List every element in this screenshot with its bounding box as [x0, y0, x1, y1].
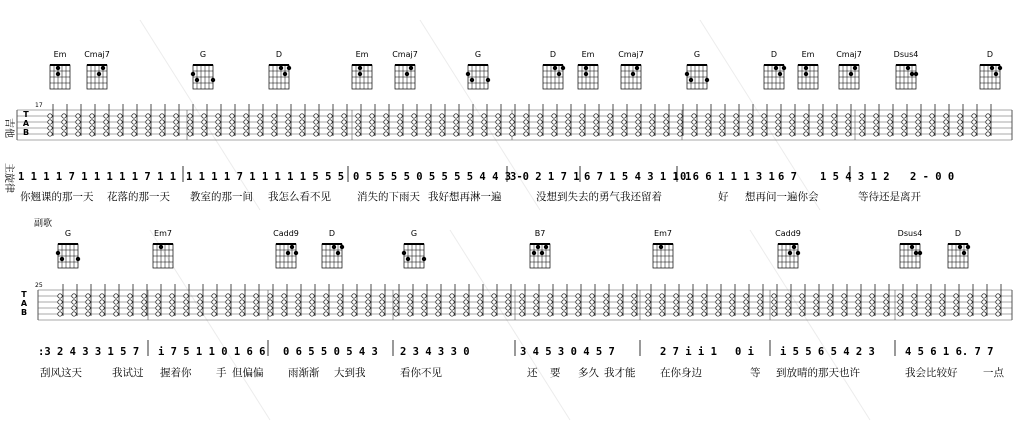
- lyric: 好: [718, 191, 729, 203]
- tab-note-group: [762, 104, 767, 136]
- tab-note-group: [944, 104, 949, 136]
- tab-note-group: [996, 284, 1001, 316]
- tab-note-group: [170, 284, 175, 316]
- tab-note-group: [370, 104, 375, 136]
- tab-note-group: [618, 284, 623, 316]
- tab-note-group: [282, 284, 287, 316]
- tab-note-group: [352, 284, 357, 316]
- tab-note-group: [538, 104, 543, 136]
- tab-note-group: [902, 104, 907, 136]
- tab-note-group: [758, 284, 763, 316]
- tab-note-group: [62, 104, 67, 136]
- chord-diagram: [402, 229, 426, 268]
- tab-note-group: [972, 104, 977, 136]
- tab-note-group: [244, 104, 249, 136]
- tab-note-group: [594, 104, 599, 136]
- chord-name: D: [986, 50, 994, 59]
- tab-note-group: [132, 104, 137, 136]
- tab-note-group: [76, 104, 81, 136]
- chord-diagram: [273, 229, 299, 268]
- tab-note-group: [650, 104, 655, 136]
- lyric: 握着你: [160, 367, 192, 379]
- lyric: 多久: [578, 367, 599, 379]
- lyric: 等: [750, 367, 761, 379]
- tab-note-group: [720, 104, 725, 136]
- lyric: 花落的那一天: [107, 191, 170, 203]
- tab-note-group: [300, 104, 305, 136]
- chord-diagram: [530, 229, 550, 268]
- tab-note-group: [454, 104, 459, 136]
- jianpu-measure: 1 5 4 3 1 2: [820, 171, 890, 183]
- lyric: 大到我: [334, 367, 366, 379]
- tab-note-group: [342, 104, 347, 136]
- tab-note-group: [48, 104, 53, 136]
- tab-note-group: [608, 104, 613, 136]
- lyric: 等待还是离开: [858, 191, 921, 203]
- tab-note-group: [272, 104, 277, 136]
- chord-name: Em: [355, 50, 369, 59]
- tab-note-group: [552, 104, 557, 136]
- tab-note-group: [146, 104, 151, 136]
- tab-note-group: [510, 104, 515, 136]
- chord-name: Cadd9: [273, 229, 299, 238]
- lyric: 我试过: [112, 367, 144, 379]
- lyric: 我好想再淋一遍: [428, 191, 502, 203]
- chord-name: D: [770, 50, 778, 59]
- tab-note-group: [408, 284, 413, 316]
- tab-note-group: [664, 104, 669, 136]
- lyric: 我才能: [604, 367, 636, 379]
- tab-note-group: [534, 284, 539, 316]
- tab-note-group: [954, 284, 959, 316]
- guitar-row-label-1: 吉他: [3, 118, 14, 138]
- chord-name: Cmaj7: [618, 50, 644, 59]
- lyric: 消失的下雨天: [357, 191, 420, 203]
- chord-name: D: [275, 50, 283, 59]
- chord-name: G: [474, 50, 482, 59]
- tab-note-group: [842, 284, 847, 316]
- tab-note-group: [818, 104, 823, 136]
- tab-note-group: [870, 284, 875, 316]
- tab-note-group: [440, 104, 445, 136]
- tab-note-group: [604, 284, 609, 316]
- tab-letter-t: T: [23, 110, 29, 119]
- tab-note-group: [258, 104, 263, 136]
- tab-letter-t: T: [21, 290, 27, 299]
- tab-note-group: [128, 284, 133, 316]
- tab-note-group: [198, 284, 203, 316]
- tab-note-group: [790, 104, 795, 136]
- tab-note-group: [412, 104, 417, 136]
- tab-note-group: [160, 104, 165, 136]
- chord-name: Cadd9: [775, 229, 801, 238]
- tab-note-group: [268, 284, 273, 316]
- tab-note-group: [90, 104, 95, 136]
- tab-note-group: [230, 104, 235, 136]
- tab-note-group: [338, 284, 343, 316]
- chord-diagram: [153, 229, 173, 268]
- lyric: 还: [527, 367, 538, 379]
- chord-name: Cmaj7: [392, 50, 418, 59]
- lyric: 看你不见: [400, 367, 442, 379]
- tab-note-group: [118, 104, 123, 136]
- tab-note-group: [590, 284, 595, 316]
- chord-name: Cmaj7: [836, 50, 862, 59]
- lyric: 但偏偏: [232, 367, 264, 379]
- tab-note-group: [324, 284, 329, 316]
- tab-note-group: [100, 284, 105, 316]
- tab-note-group: [314, 104, 319, 136]
- tab-note-group: [520, 284, 525, 316]
- jianpu-measure: 0 i: [735, 346, 754, 358]
- tab-note-group: [776, 104, 781, 136]
- tab-note-group: [622, 104, 627, 136]
- tab-note-group: [296, 284, 301, 316]
- tab-note-group: [660, 284, 665, 316]
- chord-name: Dsus4: [897, 229, 923, 238]
- tab-note-group: [202, 104, 207, 136]
- lyric: 我怎么看不见: [268, 191, 331, 203]
- tab-note-group: [706, 104, 711, 136]
- tab-note-group: [394, 284, 399, 316]
- tab-note-group: [310, 284, 315, 316]
- lyric: 手: [216, 367, 227, 379]
- tab-note-group: [58, 284, 63, 316]
- tab-note-group: [72, 284, 77, 316]
- chord-name: D: [954, 229, 962, 238]
- tab-note-group: [422, 284, 427, 316]
- jianpu-measure: :3 2 4 3 3 1 5 7: [38, 346, 140, 358]
- lyric: 雨渐渐: [288, 367, 320, 379]
- tab-note-group: [636, 104, 641, 136]
- tab-note-group: [982, 284, 987, 316]
- tab-note-group: [548, 284, 553, 316]
- tab-note-group: [884, 284, 889, 316]
- jianpu-measure: 0 6 5 5 0 5 4 3: [283, 346, 378, 358]
- chord-diagram: [191, 50, 215, 89]
- tab-note-group: [692, 104, 697, 136]
- tab-note-group: [174, 104, 179, 136]
- jianpu-measure: 3 4 5 3 0 4 5 7: [520, 346, 615, 358]
- tab-note-group: [226, 284, 231, 316]
- lyric: 没想到失去的勇气我还留着: [536, 191, 662, 203]
- tab-note-group: [426, 104, 431, 136]
- chord-name: D: [549, 50, 557, 59]
- tab-letter-b: B: [20, 308, 28, 317]
- chord-diagram: [618, 50, 644, 89]
- jianpu-measure: 4 5 6 1 6. 7 7: [905, 346, 994, 358]
- chord-diagram: [269, 50, 291, 89]
- bar-number-25: 25: [35, 282, 43, 289]
- chord-name: D: [328, 229, 336, 238]
- chord-name: Dsus4: [893, 50, 919, 59]
- jianpu-measure: 2 - 0 0: [910, 171, 955, 183]
- tab-note-group: [926, 284, 931, 316]
- chord-name: Em: [581, 50, 595, 59]
- melody-row-label: 主旋律: [3, 163, 14, 193]
- tab-note-group: [958, 104, 963, 136]
- tab-note-group: [468, 104, 473, 136]
- system-2: [21, 217, 1012, 379]
- chord-name: Cmaj7: [84, 50, 110, 59]
- chord-diagram: [322, 229, 344, 268]
- tab-letter-a: A: [20, 299, 28, 308]
- tab-note-group: [716, 284, 721, 316]
- chord-name: Em7: [154, 229, 172, 238]
- lyric: 一点: [983, 367, 1004, 379]
- lyric: 要: [550, 367, 561, 379]
- lyric: 我会比较好: [905, 367, 958, 379]
- chord-name: B7: [534, 229, 546, 238]
- tab-note-group: [496, 104, 501, 136]
- chord-name: G: [199, 50, 207, 59]
- tab-note-group: [254, 284, 259, 316]
- jianpu-measure: 6 7: [778, 171, 797, 183]
- tab-note-group: [632, 284, 637, 316]
- tab-note-group: [968, 284, 973, 316]
- tab-note-group: [566, 104, 571, 136]
- chord-diagram: [543, 50, 565, 89]
- tab-note-group: [888, 104, 893, 136]
- tab-note-group: [156, 284, 161, 316]
- chord-diagram: [392, 50, 418, 89]
- tab-note-group: [688, 284, 693, 316]
- tab-note-group: [940, 284, 945, 316]
- tab-note-group: [188, 104, 193, 136]
- chord-diagram-row-1: [50, 50, 1002, 89]
- tab-note-group: [436, 284, 441, 316]
- lyric: 到放晴的那天也许: [776, 367, 860, 379]
- tab-note-group: [212, 284, 217, 316]
- jianpu-measure: 6 7 1 5 4 3 1 1 1: [584, 171, 692, 183]
- tab-note-group: [874, 104, 879, 136]
- tab-note-group: [86, 284, 91, 316]
- chord-diagram: [578, 50, 598, 89]
- lyric: 教室的那一间: [190, 191, 253, 203]
- chord-name: G: [410, 229, 418, 238]
- tab-note-group: [380, 284, 385, 316]
- jianpu-measure: 1 1 1 1 7 1 1 1 1 1 5 5 5: [186, 171, 345, 183]
- tab-note-group: [482, 104, 487, 136]
- tab-note-group: [216, 104, 221, 136]
- jianpu-measure: 2 7 i i 1: [660, 346, 717, 358]
- tab-note-group: [478, 284, 483, 316]
- tab-note-group: [748, 104, 753, 136]
- lyric: 在你身边: [660, 367, 702, 379]
- chord-diagram: [898, 229, 923, 268]
- tab-note-group: [744, 284, 749, 316]
- watermark-pattern: [140, 20, 870, 420]
- tab-note-group: [580, 104, 585, 136]
- chord-name: G: [693, 50, 701, 59]
- jianpu-measure: 0 6 6 1 1 1 3 1: [680, 171, 775, 183]
- chord-diagram: [894, 50, 919, 89]
- tab-note-group: [184, 284, 189, 316]
- tab-note-group: [800, 284, 805, 316]
- chord-diagram: [836, 50, 862, 89]
- tab-note-group: [524, 104, 529, 136]
- chord-diagram: [352, 50, 372, 89]
- chord-diagram: [685, 50, 709, 89]
- tab-note-group: [930, 104, 935, 136]
- system-1: [3, 50, 1012, 203]
- tab-note-group: [912, 284, 917, 316]
- tab-notes-2: [58, 284, 1001, 316]
- tab-note-group: [114, 284, 119, 316]
- tab-note-group: [730, 284, 735, 316]
- tab-note-group: [464, 284, 469, 316]
- lyric: 你翘课的那一天: [20, 191, 94, 203]
- chord-diagram: [764, 50, 786, 89]
- tab-note-group: [450, 284, 455, 316]
- tab-note-group: [674, 284, 679, 316]
- tab-note-group: [328, 104, 333, 136]
- tab-letter-a: A: [22, 119, 30, 128]
- tab-note-group: [856, 284, 861, 316]
- tab-note-group: [916, 104, 921, 136]
- chord-name: G: [64, 229, 72, 238]
- chord-diagram: [84, 50, 110, 89]
- jianpu-measure: i 5 5 6 5 4 2 3: [780, 346, 875, 358]
- tab-note-group: [846, 104, 851, 136]
- chord-diagram: [56, 229, 80, 268]
- tab-note-group: [240, 284, 245, 316]
- chord-diagram: [948, 229, 970, 268]
- tab-note-group: [142, 284, 147, 316]
- tab-note-group: [646, 284, 651, 316]
- tab-note-group: [804, 104, 809, 136]
- tab-note-group: [286, 104, 291, 136]
- tab-letter-b: B: [22, 128, 30, 137]
- section-label-chorus: 副歌: [34, 219, 53, 229]
- tab-note-group: [860, 104, 865, 136]
- chord-name: Em: [801, 50, 815, 59]
- tab-note-group: [104, 104, 109, 136]
- tab-note-group: [398, 104, 403, 136]
- jianpu-measure: i 7 5 1 1 0 1 6 6: [158, 346, 266, 358]
- chord-name: Em: [53, 50, 67, 59]
- tab-note-group: [702, 284, 707, 316]
- bar-number-1: 17: [35, 102, 43, 109]
- jianpu-measure: 3-0 2 1 7 1: [510, 171, 580, 183]
- chord-diagram: [50, 50, 70, 89]
- tab-note-group: [734, 104, 739, 136]
- lyric: 想再问一遍你会: [745, 191, 819, 203]
- tab-note-group: [356, 104, 361, 136]
- chord-diagram: [466, 50, 490, 89]
- chord-diagram: [775, 229, 801, 268]
- tab-note-group: [492, 284, 497, 316]
- chord-diagram-row-2: [56, 229, 970, 268]
- tab-note-group: [562, 284, 567, 316]
- tab-note-group: [898, 284, 903, 316]
- chord-diagram: [798, 50, 818, 89]
- tab-note-group: [384, 104, 389, 136]
- chord-diagram: [980, 50, 1002, 89]
- lyric: 刮风这天: [40, 367, 82, 379]
- tab-note-group: [506, 284, 511, 316]
- tab-note-group: [986, 104, 991, 136]
- tab-notes-1: [48, 104, 991, 136]
- tab-note-group: [814, 284, 819, 316]
- chord-name: Em7: [654, 229, 672, 238]
- tab-note-group: [366, 284, 371, 316]
- tab-note-group: [772, 284, 777, 316]
- chord-diagram: [653, 229, 673, 268]
- jianpu-measure: 0 5 5 5 5 0 5 5 5 5 4 4 3: [353, 171, 512, 183]
- tab-note-group: [832, 104, 837, 136]
- tab-note-group: [576, 284, 581, 316]
- jianpu-measure: 2 3 4 3 3 0: [400, 346, 470, 358]
- tab-note-group: [828, 284, 833, 316]
- jianpu-measure: 1 1 1 1 7 1 1 1 1 1 7 1 1: [18, 171, 177, 183]
